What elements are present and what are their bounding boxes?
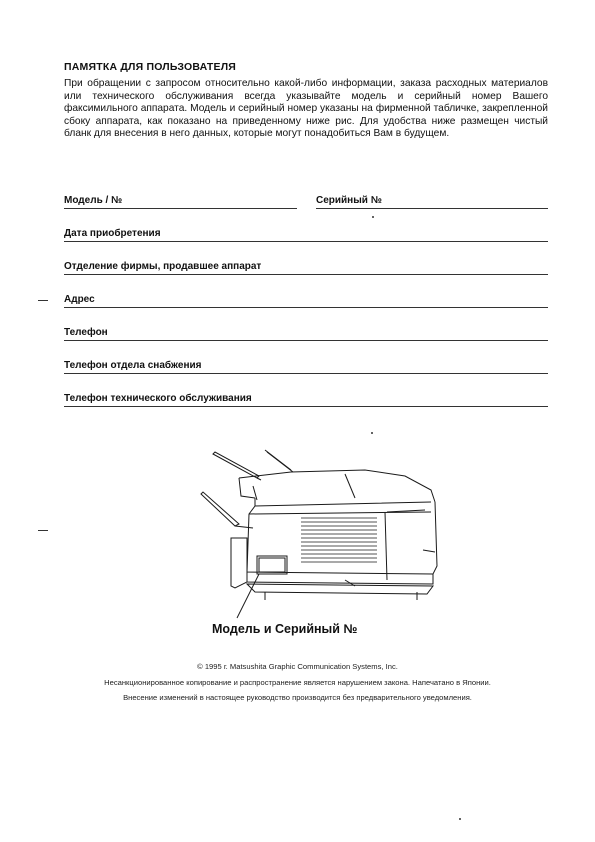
purchase-date-field	[64, 228, 548, 242]
phone-field	[64, 327, 548, 341]
margin-mark	[38, 300, 48, 301]
disclaimer: Внесение изменений в настоящее руководство производится без предварительного уведомления.	[123, 693, 472, 702]
purchase-date-line	[64, 241, 548, 242]
figure-caption: Модель и Серийный №	[212, 622, 358, 636]
dealer-label: Отделение фирмы, продавшее аппарат	[64, 261, 262, 272]
intro-paragraph: При обращении с запросом относительно какой-либо информации, заказа расходных материалов или технического обслуживания всегда указывайте модель и серийный номер Вашего факсимильного аппарата. Модель и серийный номер указаны на фирменной табличке, закрепленной сбоку аппарата, как показано на приведенному ниже рис. Для удобства ниже размещен чистый бланк для внесения в него данных, которые могут понадобиться Вам в будущем.	[64, 78, 548, 139]
fax-machine-illustration	[195, 440, 455, 620]
dealer-line	[64, 274, 548, 275]
margin-mark	[38, 530, 48, 531]
serial-field	[316, 195, 548, 209]
service-phone-line	[64, 406, 548, 407]
speck	[371, 432, 373, 434]
address-label: Адрес	[64, 294, 95, 305]
model-label: Модель / №	[64, 195, 123, 206]
supply-phone-line	[64, 373, 548, 374]
legal-notice: Несанкционированное копирование и распространение является нарушением закона. Напечатано в Японии.	[104, 678, 491, 687]
serial-label: Серийный №	[316, 195, 382, 206]
serial-line	[316, 208, 548, 209]
speck	[459, 818, 461, 820]
supply-phone-label: Телефон отдела снабжения	[64, 360, 202, 371]
purchase-date-label: Дата приобретения	[64, 228, 161, 239]
address-field	[64, 294, 548, 308]
model-field	[64, 195, 297, 209]
service-phone-field	[64, 393, 548, 407]
page-title: ПАМЯТКА ДЛЯ ПОЛЬЗОВАТЕЛЯ	[64, 61, 237, 73]
speck	[372, 216, 374, 218]
address-line	[64, 307, 548, 308]
supply-phone-field	[64, 360, 548, 374]
service-phone-label: Телефон технического обслуживания	[64, 393, 252, 404]
copyright-line: © 1995 г. Matsushita Graphic Communication Systems, Inc.	[197, 662, 398, 671]
phone-label: Телефон	[64, 327, 108, 338]
phone-line	[64, 340, 548, 341]
dealer-field	[64, 261, 548, 275]
model-line	[64, 208, 297, 209]
